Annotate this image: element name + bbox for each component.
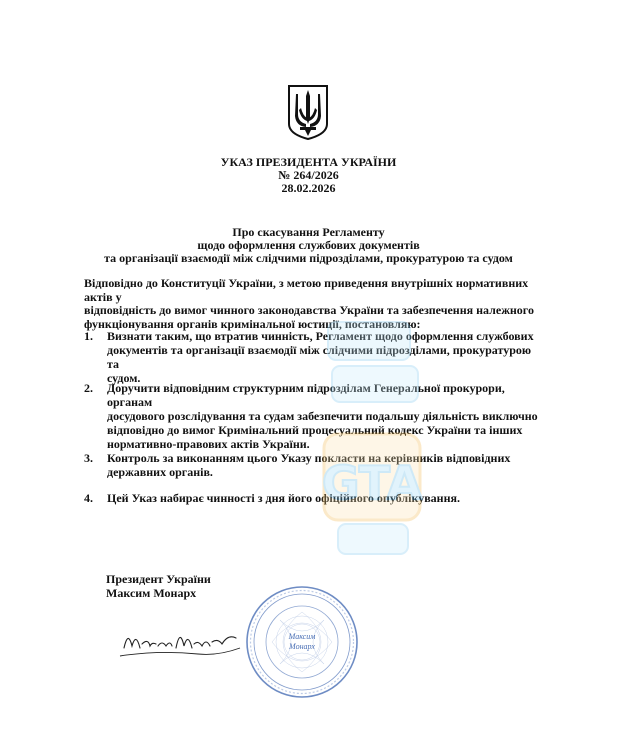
decree-title [0, 226, 617, 265]
decree-item-3 [84, 451, 544, 479]
item-line: документів та організації взаємодії між слідчими підрозділами, прокуратурою та [107, 343, 532, 371]
preamble-line: функціонування органів кримінальної юстиції, постановляю: [84, 316, 421, 331]
decree-item-2 [84, 381, 544, 451]
official-seal [244, 584, 360, 700]
gta-watermark-logo [318, 314, 423, 564]
item-line: відповідно до вимог Кримінальний процесуальний кодекс України та інших [107, 423, 523, 437]
item-line: Цей Указ набирає чинності з дня його офіційного опублікування. [107, 491, 460, 505]
item-line: нормативно-правових актів України. [107, 437, 310, 451]
title-line: та організації взаємодії між слідчими підрозділами, прокуратурою та судом [104, 251, 513, 265]
item-line: досудового розслідування та судам забезпечити подальшу діяльність виключно [107, 409, 538, 423]
signatory-position: Президент України [106, 572, 211, 586]
title-line: щодо оформлення службових документів [197, 238, 420, 252]
preamble-line: відповідність до вимог чинного законодавства України та забезпечення належного [84, 303, 534, 317]
preamble-line: Відповідно до Конституції України, з метою приведення внутрішніх нормативних актів у [84, 276, 529, 304]
decree-item-1 [84, 329, 544, 385]
item-line: Доручити відповідним структурним підрозділам Генеральної прокурори, органам [107, 381, 505, 409]
seal-center-line: Максим [288, 632, 316, 641]
item-number: 2. [84, 381, 93, 395]
decree-type: УКАЗ ПРЕЗИДЕНТА УКРАЇНИ [220, 155, 397, 169]
decree-number: № 264/2026 [278, 168, 339, 182]
seal-center-line: Монарх [289, 642, 315, 651]
decree-preamble [84, 277, 544, 331]
signatory-block [106, 572, 211, 600]
signatory-name: Максим Монарх [106, 586, 197, 600]
item-line: державних органів. [107, 465, 213, 479]
item-number: 3. [84, 451, 93, 465]
item-line: судом. [107, 371, 141, 385]
item-line: Контроль за виконанням цього Указу покласти на керівників відповідних [107, 451, 511, 465]
item-line: Визнати таким, що втратив чинність, Регламент щодо оформлення службових [107, 329, 534, 343]
handwritten-signature [118, 618, 242, 664]
decree-item-4 [84, 491, 544, 505]
coat-of-arms-icon [287, 84, 329, 140]
decree-date: 28.02.2026 [281, 181, 336, 195]
title-line: Про скасування Регламенту [232, 225, 385, 239]
watermark-text: GTA [321, 456, 423, 510]
item-number: 4. [84, 491, 93, 505]
item-number: 1. [84, 329, 93, 343]
